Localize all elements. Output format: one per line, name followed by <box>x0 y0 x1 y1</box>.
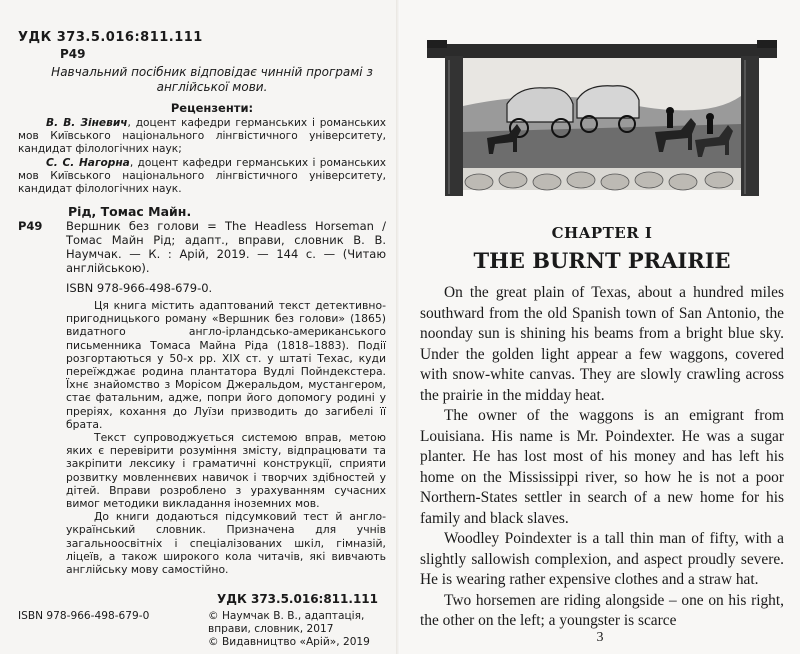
right-page <box>400 0 800 654</box>
paragraph-2: The owner of the waggons is an emigrant from Louisiana. His name is Mr. Poindexter. He was a sugar planter. He has lost most of his money and has left his home on the Mississippi river, so how he is not a poor Northern-States settler in search of a new home for his family and black slaves. <box>420 407 784 527</box>
isbn: ISBN 978-966-498-679-0. <box>66 281 213 295</box>
biblio-code: Р49 <box>18 219 43 233</box>
reviewer-2-name: С. С. Нагорна <box>46 157 130 169</box>
author-name: Рід, Томас Майн. <box>68 204 192 219</box>
reviewer-1-text: , доцент кафедри германських і романських мов Київського національного лінгвістичного університету, кандидат філологічних наук; <box>18 117 386 155</box>
reviewer-1-name: В. В. Зіневич <box>46 117 128 129</box>
abstract-paragraph-2: Текст супроводжується системою вправ, метою яких є перевірити розуміння змісту, відпрацювати та закріпити лексику і граматичні конструкції, сприяти розвитку мовленнєвих навичок і творчих здібностей у дітей. Вправи розроблено з урахуванням сучасних вимог методики викладання іноземних мов. <box>66 431 386 511</box>
udk-code-bottom: УДК 373.5.016:811.111 <box>217 592 378 607</box>
reviewer-1 <box>18 117 386 156</box>
abstract-paragraph-1: Ця книга містить адаптований текст детективно-пригодницького роману «Вершник без голови» (1865) видатного англо-ірландсько-американського письменника Томаса Майна Ріда (1818–1883). Події розгортаються у 50-х рр. XIX ст. у штаті Техас, куди переїжджає родина плантатора Вудлі Пойндекстера. Їхнє знайомство з Морісом Джеральдом, мустангером, стає фатальним, адже, попри його допомогу родині у преріях, кохання до Луїзи призводить до загибелі її брата. <box>66 299 386 431</box>
paragraph-4: Two horsemen are riding alongside – one on his right, the other on the left; a youngster is scarce <box>420 591 784 629</box>
biblio-text: Вершник без голови = The Headless Horseman / Томас Майн Рід; адапт., вправи, словник В. В. Наумчак. — К. : Арій, 2019. — 144 с. — (Читаю англійською). <box>66 219 386 275</box>
reviewer-2-text: , доцент кафедри германських і романських мов Київського національного лінгвістичного університету, кандидат філологічних наук. <box>18 157 386 195</box>
chapter-label: CHAPTER I <box>551 224 653 242</box>
copyright-block <box>18 610 386 649</box>
copyright-2: © Видавництво «Арій», 2019 <box>208 636 370 649</box>
covered-wagons-illustration <box>427 36 777 204</box>
page-number: 3 <box>596 630 604 645</box>
udk-code-top: УДК 373.5.016:811.111 <box>18 30 203 45</box>
chapter-title: THE BURNT PRAIRIE <box>473 248 731 273</box>
reviewer-2 <box>18 157 386 196</box>
isbn-bottom: ISBN 978-966-498-679-0 <box>18 610 150 623</box>
copyright-1: © Наумчак В. В., адаптація, вправи, словник, 2017 <box>208 610 365 636</box>
paragraph-3: Woodley Poindexter is a tall thin man of fifty, with a slightly sallowish complexion, and aspect proudly severe. He is wearing rather expensive clothes and a straw hat. <box>420 530 784 588</box>
chapter-illustration <box>427 36 777 204</box>
approval-note: Навчальний посібник відповідає чинній програмі з англійської мови. <box>51 65 373 94</box>
copyright-lines <box>208 610 386 649</box>
catalog-code: Р49 <box>60 47 86 61</box>
reviewers-title: Рецензенти: <box>170 101 254 115</box>
abstract-paragraph-3: До книги додаються підсумковий тест й англо-український словник. Призначена для учнів загальноосвітніх і спеціалізованих шкіл, гімназій, ліцеїв, а також широкого кола читачів, які вивчають англійську мову самостійно. <box>66 510 386 577</box>
bibliographic-record <box>18 219 386 275</box>
paragraph-1: On the great plain of Texas, about a hundred miles southward from the old Spanish town of San Antonio, the noonday sun is shining his beams from a bright blue sky. Under the golden light appear a few waggons, covered with snow-white canvas. They are slowly crawling across the prairie in the midday heat. <box>420 284 784 404</box>
